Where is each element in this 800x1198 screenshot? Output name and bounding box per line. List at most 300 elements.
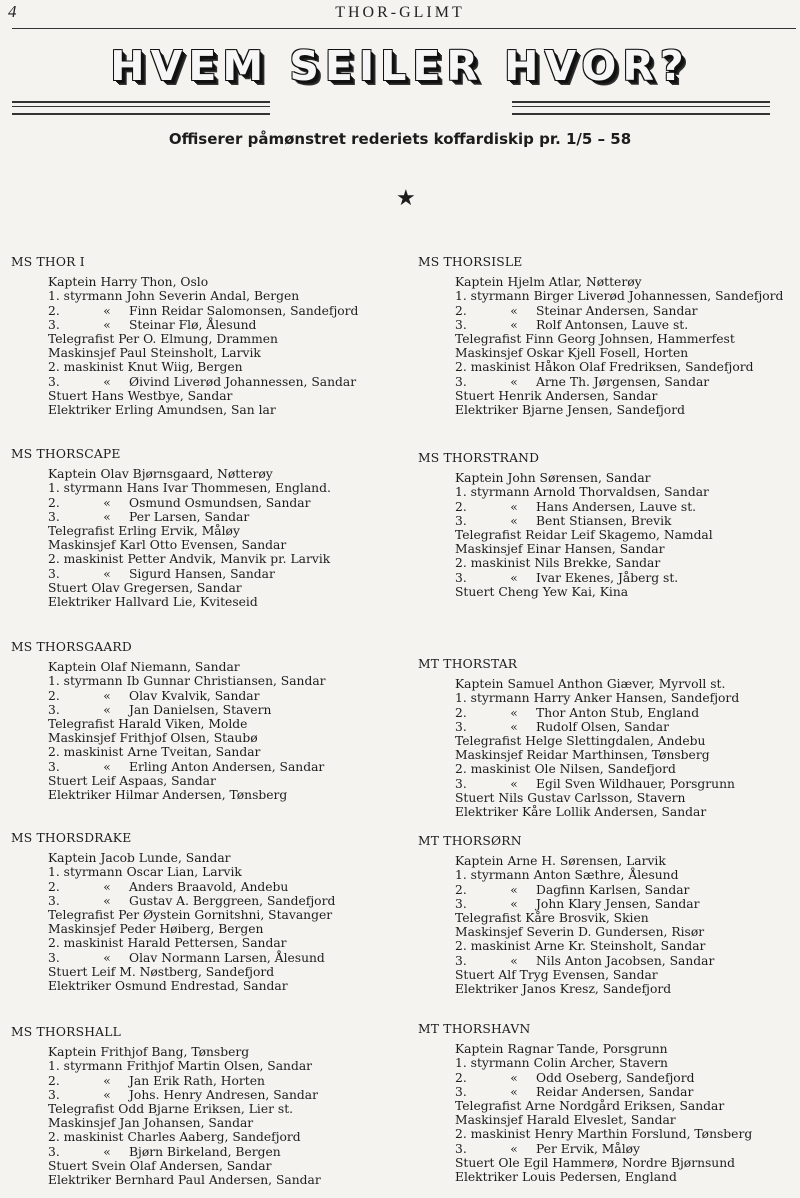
crew-line [48, 595, 401, 609]
crew-person: Jacob Lunde, Sandar [100, 851, 231, 866]
crew-line [455, 854, 800, 868]
crew-role: 2. maskinist [48, 552, 124, 567]
crew-person: Bjarne Jensen, Sandefjord [522, 403, 685, 418]
crew-person: Per Øystein Gornitshni, Stavanger [118, 908, 333, 923]
crew-role: 2. maskinist [48, 936, 124, 951]
crew-role: 3. [48, 317, 60, 332]
crew-list [11, 660, 401, 802]
crew-line [455, 514, 800, 528]
crew-person: Hans Ivar Thommesen, England. [126, 481, 331, 496]
crew-role: 2. maskinist [48, 745, 124, 760]
ship-name: MT THORSØRN [418, 834, 522, 848]
ship-name: MS THORSDRAKE [11, 831, 132, 845]
crew-role: Elektriker [455, 403, 518, 418]
crew-line [455, 968, 800, 982]
crew-person: Arne Tveitan, Sandar [127, 745, 261, 760]
crew-line [48, 851, 401, 865]
crew-person: Dagfinn Karlsen, Sandar [536, 882, 690, 897]
ditto-mark: « [510, 896, 518, 911]
crew-line [48, 375, 401, 389]
crew-person: Frithjof Bang, Tønsberg [100, 1045, 250, 1060]
crew-role: Maskinsjef [455, 1113, 523, 1128]
crew-line [48, 1116, 401, 1130]
crew-person: Frithjof Martin Olsen, Sandar [126, 1059, 313, 1074]
crew-line [455, 318, 800, 332]
crew-line [48, 567, 401, 581]
ship-block [418, 834, 800, 996]
crew-person: Jan Johansen, Sandar [119, 1116, 254, 1131]
ditto-mark: « [103, 688, 111, 703]
crew-line [455, 748, 800, 762]
crew-line [48, 346, 401, 360]
crew-line [48, 908, 401, 922]
crew-role: Stuert [48, 773, 88, 788]
crew-line [48, 467, 401, 481]
crew-line [455, 403, 800, 417]
crew-person: Thor Anton Stub, England [536, 705, 700, 720]
crew-person: Anders Braavold, Andebu [129, 879, 289, 894]
ditto-mark: « [103, 1073, 111, 1088]
crew-person: Ole Egil Hammerø, Nordre Bjørnsund [498, 1155, 736, 1170]
crew-role: 3. [48, 702, 60, 717]
crew-person: John Klary Jensen, Sandar [536, 896, 700, 911]
crew-role: 3. [455, 896, 467, 911]
crew-line [48, 1059, 401, 1073]
crew-line [48, 936, 401, 950]
crew-person: Arne Kr. Steinsholt, Sandar [534, 939, 706, 954]
crew-line [48, 332, 401, 346]
crew-role: Elektriker [48, 979, 111, 994]
ship-name: MT THORSHAVN [418, 1022, 531, 1036]
crew-person: Arne Th. Jørgensen, Sandar [536, 374, 710, 389]
crew-line [48, 880, 401, 894]
crew-person: Henry Marthin Forslund, Tønsberg [534, 1127, 753, 1142]
crew-role: 3. [455, 1141, 467, 1156]
crew-person: Samuel Anthon Giæver, Myrvoll st. [507, 677, 726, 692]
crew-person: Janos Kresz, Sandefjord [522, 982, 672, 997]
crew-role: Telegrafist [455, 332, 522, 347]
crew-role: Telegrafist [48, 524, 115, 539]
crew-role: Maskinsjef [48, 731, 116, 746]
crew-person: John Severin Andal, Bergen [126, 289, 300, 304]
crew-role: Telegrafist [48, 1102, 115, 1117]
crew-line [48, 894, 401, 908]
crew-line [455, 528, 800, 542]
crew-role: 2. [455, 882, 467, 897]
page-title: HVEM SEILER HVOR? [110, 42, 690, 90]
crew-line [455, 791, 800, 805]
ditto-mark: « [510, 570, 518, 585]
crew-role: Stuert [455, 967, 495, 982]
crew-role: 3. [455, 776, 467, 791]
crew-person: Olav Bjørnsgaard, Nøtterøy [100, 467, 273, 482]
crew-person: Arne Nordgård Eriksen, Sandar [525, 1099, 725, 1114]
crew-person: Henrik Andersen, Sandar [498, 388, 658, 403]
crew-person: Helge Slettingdalen, Andebu [525, 734, 706, 749]
crew-role: 2. maskinist [455, 762, 531, 777]
crew-line [455, 304, 800, 318]
crew-role: 3. [455, 570, 467, 585]
crew-line [455, 360, 800, 374]
crew-role: Maskinsjef [48, 538, 116, 553]
ditto-mark: « [103, 495, 111, 510]
crew-person: Osmund Endrestad, Sandar [115, 979, 288, 994]
ditto-mark: « [103, 1087, 111, 1102]
crew-role: Kaptein [48, 660, 97, 675]
crew-role: Stuert [48, 388, 88, 403]
crew-person: Harry Anker Hansen, Sandefjord [533, 691, 740, 706]
crew-role: 3. [455, 953, 467, 968]
crew-person: Reidar Marthinsen, Tønsberg [526, 748, 710, 763]
crew-line [455, 706, 800, 720]
crew-person: Ib Gunnar Christiansen, Sandar [126, 674, 326, 689]
crew-role: 3. [48, 950, 60, 965]
crew-line [455, 1099, 800, 1113]
crew-role: Kaptein [455, 677, 504, 692]
crew-line [455, 982, 800, 996]
crew-person: Jan Erik Rath, Horten [129, 1073, 265, 1088]
crew-role: Kaptein [455, 275, 504, 290]
crew-person: Hilmar Andersen, Tønsberg [115, 788, 288, 803]
crew-line [48, 1102, 401, 1116]
crew-person: Harry Thon, Oslo [100, 275, 209, 290]
crew-role: Stuert [48, 1158, 88, 1173]
crew-list [11, 275, 401, 417]
crew-person: Olav Normann Larsen, Ålesund [129, 950, 325, 965]
crew-line [48, 289, 401, 303]
crew-person: Anton Sæthre, Ålesund [533, 868, 679, 883]
crew-role: 3. [48, 566, 60, 581]
crew-line [455, 677, 800, 691]
crew-line [48, 774, 401, 788]
crew-line [48, 717, 401, 731]
crew-role: Kaptein [48, 275, 97, 290]
crew-line [48, 275, 401, 289]
crew-role: 1. styrmann [455, 868, 530, 883]
crew-line [48, 865, 401, 879]
crew-role: 3. [455, 317, 467, 332]
crew-role: 2. maskinist [455, 360, 531, 375]
crew-person: Petter Andvik, Manvik pr. Larvik [127, 552, 331, 567]
crew-role: 2. [455, 303, 467, 318]
crew-person: Per Ervik, Måløy [536, 1141, 640, 1156]
ditto-mark: « [510, 719, 518, 734]
star-ornament-icon: ★ [396, 186, 416, 211]
crew-person: Charles Aaberg, Sandefjord [127, 1130, 301, 1145]
crew-line [48, 965, 401, 979]
crew-line [48, 745, 401, 759]
ditto-mark: « [103, 1144, 111, 1159]
crew-role: Elektriker [455, 982, 518, 997]
crew-person: Sigurd Hansen, Sandar [129, 566, 275, 581]
crew-person: Svein Olaf Andersen, Sandar [91, 1158, 272, 1173]
crew-line [48, 524, 401, 538]
crew-person: Reidar Andersen, Sandar [536, 1084, 694, 1099]
ditto-mark: « [103, 879, 111, 894]
crew-role: Elektriker [48, 595, 111, 610]
crew-person: Peder Høiberg, Bergen [119, 922, 264, 937]
ship-block [418, 451, 800, 599]
crew-role: 3. [48, 759, 60, 774]
crew-person: Erling Anton Andersen, Sandar [129, 759, 325, 774]
ditto-mark: « [510, 374, 518, 389]
crew-role: 1. styrmann [48, 289, 123, 304]
crew-person: Finn Reidar Salomonsen, Sandefjord [129, 303, 359, 318]
crew-person: Bjørn Birkeland, Bergen [129, 1144, 281, 1159]
crew-person: Hans Andersen, Lauve st. [536, 499, 697, 514]
crew-line [455, 1085, 800, 1099]
crew-list [418, 1042, 800, 1184]
crew-line [455, 500, 800, 514]
crew-person: Nils Gustav Carlsson, Stavern [498, 790, 686, 805]
crew-role: Telegrafist [48, 717, 115, 732]
crew-list [11, 467, 401, 609]
crew-line [48, 1088, 401, 1102]
crew-list [418, 677, 800, 819]
crew-person: Frithjof Olsen, Staubø [119, 731, 258, 746]
crew-person: Hjelm Atlar, Nøtterøy [507, 275, 642, 290]
ditto-mark: « [103, 566, 111, 581]
page-number: 4 [8, 2, 17, 21]
crew-line [455, 289, 800, 303]
crew-person: Olav Kvalvik, Sandar [129, 688, 260, 703]
crew-person: Olaf Niemann, Sandar [100, 660, 240, 675]
crew-line [48, 304, 401, 318]
crew-list [418, 275, 800, 417]
crew-line [48, 1074, 401, 1088]
crew-line [455, 925, 800, 939]
crew-person: Harald Elveslet, Sandar [526, 1113, 676, 1128]
crew-role: 1. styrmann [48, 865, 123, 880]
crew-person: Odd Bjarne Eriksen, Lier st. [118, 1102, 294, 1117]
crew-person: Hallvard Lie, Kviteseid [115, 595, 258, 610]
crew-line [48, 538, 401, 552]
crew-person: Oskar Kjell Fosell, Horten [526, 346, 689, 361]
crew-role: Telegrafist [48, 332, 115, 347]
ship-name: MS THOR I [11, 255, 85, 269]
crew-role: 3. [48, 893, 60, 908]
crew-role: Maskinsjef [48, 346, 116, 361]
ship-name: MS THORSTRAND [418, 451, 540, 465]
crew-line [48, 922, 401, 936]
crew-person: Per O. Elmung, Drammen [118, 332, 278, 347]
crew-line [48, 581, 401, 595]
crew-person: Steinar Flø, Ålesund [129, 317, 257, 332]
ship-block [418, 657, 800, 819]
crew-role: 2. maskinist [455, 939, 531, 954]
crew-role: Telegrafist [455, 1099, 522, 1114]
crew-role: Stuert [455, 1155, 495, 1170]
crew-role: 3. [48, 1144, 60, 1159]
ship-name: MT THORSTAR [418, 657, 518, 671]
ditto-mark: « [510, 1141, 518, 1156]
ship-block [11, 255, 401, 417]
crew-role: Maskinsjef [48, 1116, 116, 1131]
crew-line [48, 1159, 401, 1173]
crew-person: Ivar Ekenes, Jåberg st. [536, 570, 679, 585]
crew-person: Birger Liverød Johannessen, Sandefjord [533, 289, 784, 304]
ditto-mark: « [510, 303, 518, 318]
crew-line [455, 1071, 800, 1085]
ditto-mark: « [510, 513, 518, 528]
crew-line [48, 1045, 401, 1059]
subtitle: Offiserer påmønstret rederiets koffardiskip pr. 1/5 – 58 [168, 130, 632, 148]
crew-person: Ragnar Tande, Porsgrunn [507, 1042, 668, 1057]
ditto-mark: « [103, 893, 111, 908]
crew-line [455, 275, 800, 289]
crew-role: 1. styrmann [455, 1056, 530, 1071]
crew-role: Telegrafist [455, 911, 522, 926]
crew-role: Stuert [455, 388, 495, 403]
crew-role: 2. maskinist [48, 360, 124, 375]
crew-line [455, 939, 800, 953]
ditto-mark: « [103, 759, 111, 774]
crew-role: 1. styrmann [455, 691, 530, 706]
ship-block [11, 831, 401, 993]
crew-line [455, 375, 800, 389]
crew-line [48, 1130, 401, 1144]
crew-line [48, 760, 401, 774]
crew-line [48, 703, 401, 717]
crew-person: Arne H. Sørensen, Larvik [507, 854, 666, 869]
crew-person: Kåre Lollik Andersen, Sandar [522, 805, 707, 820]
crew-person: Erling Amundsen, San lar [115, 403, 276, 418]
crew-person: Leif Aspaas, Sandar [91, 773, 216, 788]
crew-role: 3. [455, 719, 467, 734]
crew-role: 3. [455, 513, 467, 528]
crew-role: Stuert [455, 584, 495, 599]
crew-role: Kaptein [455, 854, 504, 869]
crew-role: Telegrafist [48, 908, 115, 923]
crew-role: Maskinsjef [455, 748, 523, 763]
crew-role: Kaptein [48, 467, 97, 482]
crew-line [455, 1142, 800, 1156]
crew-list [418, 854, 800, 996]
crew-person: Odd Oseberg, Sandefjord [536, 1070, 695, 1085]
crew-role: 3. [48, 374, 60, 389]
crew-person: Kåre Brosvik, Skien [525, 911, 649, 926]
crew-person: Jan Danielsen, Stavern [129, 702, 272, 717]
crew-person: Severin D. Gundersen, Risør [526, 925, 705, 940]
crew-line [48, 674, 401, 688]
ditto-mark: « [510, 882, 518, 897]
crew-line [455, 485, 800, 499]
crew-role: Maskinsjef [48, 922, 116, 937]
crew-role: Maskinsjef [455, 925, 523, 940]
crew-line [455, 883, 800, 897]
crew-person: Osmund Osmundsen, Sandar [129, 495, 311, 510]
crew-line [455, 720, 800, 734]
ditto-mark: « [510, 705, 518, 720]
crew-role: 2. [455, 705, 467, 720]
crew-line [48, 552, 401, 566]
crew-person: Bent Stiansen, Brevik [536, 513, 672, 528]
crew-person: Egil Sven Wildhauer, Porsgrunn [536, 776, 735, 791]
crew-line [48, 1173, 401, 1187]
crew-line [455, 346, 800, 360]
crew-list [418, 471, 800, 599]
crew-person: Finn Georg Johnsen, Hammerfest [525, 332, 735, 347]
crew-person: Alf Tryg Evensen, Sandar [498, 967, 658, 982]
crew-line [455, 897, 800, 911]
crew-line [48, 1145, 401, 1159]
crew-role: 1. styrmann [48, 674, 123, 689]
ship-block [11, 447, 401, 609]
crew-line [455, 1156, 800, 1170]
crew-role: Stuert [455, 790, 495, 805]
crew-person: Bernhard Paul Andersen, Sandar [115, 1173, 321, 1188]
crew-line [455, 556, 800, 570]
crew-person: Nils Anton Jacobsen, Sandar [536, 953, 715, 968]
crew-line [455, 1056, 800, 1070]
crew-line [455, 777, 800, 791]
crew-line [455, 585, 800, 599]
ditto-mark: « [103, 317, 111, 332]
ship-block [11, 1025, 401, 1187]
crew-role: 2. [48, 688, 60, 703]
crew-role: 1. styrmann [48, 481, 123, 496]
crew-role: 2. [455, 499, 467, 514]
crew-person: Olav Gregersen, Sandar [91, 580, 242, 595]
crew-person: Cheng Yew Kai, Kina [498, 584, 629, 599]
crew-person: Erling Ervik, Måløy [118, 524, 240, 539]
crew-person: Oscar Lian, Larvik [126, 865, 242, 880]
crew-person: Einar Hansen, Sandar [526, 542, 665, 557]
crew-person: Johs. Henry Andresen, Sandar [129, 1087, 318, 1102]
ditto-mark: « [103, 303, 111, 318]
crew-role: 2. maskinist [455, 556, 531, 571]
crew-line [455, 762, 800, 776]
crew-line [48, 360, 401, 374]
crew-line [455, 1042, 800, 1056]
crew-line [455, 571, 800, 585]
crew-role: 2. [48, 495, 60, 510]
crew-role: 3. [48, 1087, 60, 1102]
crew-role: Elektriker [48, 788, 111, 803]
crew-person: Gustav A. Berggreen, Sandefjord [129, 893, 336, 908]
crew-line [455, 911, 800, 925]
crew-person: Rudolf Olsen, Sandar [536, 719, 669, 734]
crew-role: Elektriker [455, 1170, 518, 1185]
ditto-mark: « [510, 953, 518, 968]
crew-role: Kaptein [48, 1045, 97, 1060]
crew-line [455, 868, 800, 882]
crew-person: Arnold Thorvaldsen, Sandar [533, 485, 709, 500]
crew-line [48, 496, 401, 510]
crew-person: John Sørensen, Sandar [507, 471, 651, 486]
crew-role: Telegrafist [455, 528, 522, 543]
crew-role: Stuert [48, 964, 88, 979]
crew-person: Colin Archer, Stavern [533, 1056, 668, 1071]
crew-line [48, 481, 401, 495]
crew-line [48, 318, 401, 332]
ship-name: MS THORSCAPE [11, 447, 121, 461]
crew-role: 1. styrmann [48, 1059, 123, 1074]
crew-person: Per Larsen, Sandar [129, 509, 250, 524]
crew-role: Kaptein [455, 471, 504, 486]
crew-role: Maskinsjef [455, 542, 523, 557]
crew-role: Elektriker [48, 1173, 111, 1188]
crew-role: 2. [48, 1073, 60, 1088]
crew-line [455, 389, 800, 403]
crew-line [455, 542, 800, 556]
crew-line [455, 1113, 800, 1127]
crew-line [48, 510, 401, 524]
crew-line [455, 805, 800, 819]
crew-role: 2. [455, 1070, 467, 1085]
crew-person: Steinar Andersen, Sandar [536, 303, 698, 318]
crew-role: Elektriker [48, 403, 111, 418]
